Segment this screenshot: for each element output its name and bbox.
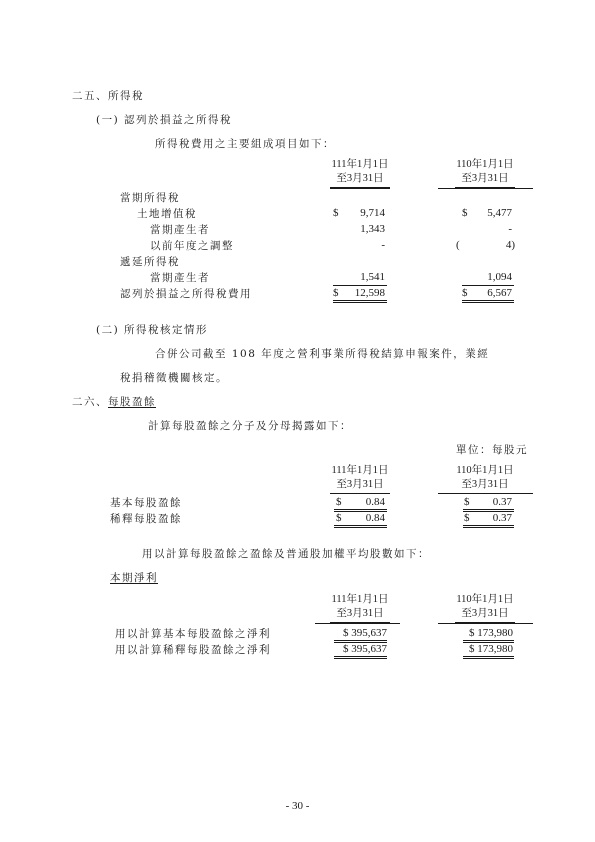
- ni-col1-header-rule: [315, 623, 400, 624]
- basic-eps-c1-dollar: $: [336, 496, 342, 508]
- total-tax-label: 認列於損益之所得稅費用: [120, 288, 252, 300]
- total-c2: 6,567: [487, 287, 512, 299]
- total-c1-double-rule: [333, 300, 387, 303]
- tax-col1-header-rule: [330, 188, 390, 189]
- ni-diluted-label: 用以計算稀釋每股盈餘之淨利: [115, 644, 271, 656]
- section-26-heading-prefix: 二六、: [72, 396, 108, 408]
- page-number: - 30 -: [285, 800, 310, 812]
- diluted-eps-c2-dollar: $: [464, 512, 470, 524]
- section-26-heading: [72, 396, 156, 408]
- ni-col2-header-rule: [438, 623, 533, 624]
- deferred-current-c2: 1,094: [487, 271, 512, 283]
- prior-adjustment-label: 以前年度之調整: [150, 240, 234, 252]
- section-26-heading-title: 每股盈餘: [108, 396, 156, 408]
- section-25-heading: 二五、所得稅: [72, 90, 144, 102]
- ni-col2-header: [455, 593, 515, 623]
- diluted-eps-c2-double-rule: [463, 525, 514, 528]
- current-year-c1: 1,343: [360, 223, 385, 235]
- tax-col2-header-line2: 至3月31日: [455, 172, 515, 188]
- current-year-label: 當期產生者: [150, 224, 210, 236]
- tax-col2-header-rule: [438, 188, 533, 189]
- total-c2-double-rule: [462, 300, 514, 303]
- eps-col2-header-line1: 110年1月1日: [456, 465, 514, 476]
- total-c1: 12,598: [354, 287, 385, 299]
- ni-diluted-c1-double-rule: [334, 656, 387, 659]
- net-income-intro: 用以計算每股盈餘之盈餘及普通股加權平均股數如下：: [142, 548, 430, 560]
- land-tax-c2: 5,477: [487, 207, 512, 219]
- section-25-sub1-intro: 所得稅費用之主要組成項目如下：: [155, 138, 335, 150]
- eps-intro: 計算每股盈餘之分子及分母揭露如下：: [148, 420, 352, 432]
- ni-col2-header-line2: 至3月31日: [455, 607, 515, 623]
- deferred-current-label: 當期產生者: [150, 272, 210, 284]
- diluted-eps-label: 稀釋每股盈餘: [110, 513, 182, 525]
- deferred-current-c1: 1,541: [360, 271, 385, 283]
- eps-unit: 單位：每股元: [456, 444, 528, 456]
- tax-col2-header: [455, 158, 515, 188]
- basic-eps-c2: 0.37: [492, 496, 512, 508]
- deferred-c1-rule: [333, 285, 387, 286]
- eps-col2-header-line2: 至3月31日: [455, 478, 515, 494]
- diluted-eps-c2: 0.37: [492, 512, 512, 524]
- section-25-sub2-line2: 稅捐稽徵機關核定。: [120, 372, 228, 384]
- section-25-sub2-line1: 合併公司截至 108 年度之營利事業所得稅結算申報案件，業經: [155, 348, 490, 360]
- eps-col1-header-rule: [330, 493, 390, 494]
- land-tax-label: 土地增值稅: [137, 208, 197, 220]
- prior-adjustment-c2-open-paren: (: [456, 239, 460, 251]
- tax-col1-header-line2: 至3月31日: [330, 172, 390, 188]
- total-c2-dollar: $: [462, 287, 468, 299]
- land-tax-c1-dollar: $: [333, 207, 339, 219]
- ni-diluted-c2-double-rule: [463, 656, 514, 659]
- eps-col2-header: [455, 464, 515, 494]
- basic-eps-c1: 0.84: [365, 496, 385, 508]
- total-c1-dollar: $: [333, 287, 339, 299]
- ni-basic-c1: $ 395,637: [343, 627, 387, 639]
- diluted-eps-c1: 0.84: [365, 512, 385, 524]
- section-25-sub1-heading: (一) 認列於損益之所得稅: [96, 114, 233, 126]
- eps-col2-header-rule: [438, 493, 533, 494]
- ni-basic-c2: $ 173,980: [469, 627, 513, 639]
- ni-diluted-c2: $ 173,980: [469, 643, 513, 655]
- net-income-title: 本期淨利: [110, 572, 158, 584]
- ni-diluted-c1: $ 395,637: [343, 643, 387, 655]
- section-25-sub2-heading: (二) 所得稅核定情形: [96, 324, 209, 336]
- eps-col1-header: [330, 464, 390, 494]
- diluted-eps-c1-double-rule: [334, 525, 387, 528]
- ni-basic-label: 用以計算基本每股盈餘之淨利: [115, 628, 271, 640]
- prior-adjustment-c1: -: [381, 239, 385, 251]
- eps-col1-header-line2: 至3月31日: [330, 478, 390, 494]
- ni-col1-header-line1: 111年1月1日: [331, 594, 389, 605]
- deferred-c2-rule: [462, 285, 514, 286]
- ni-col2-header-line1: 110年1月1日: [456, 594, 514, 605]
- diluted-eps-c1-dollar: $: [336, 512, 342, 524]
- tax-col2-header-line1: 110年1月1日: [456, 159, 514, 170]
- basic-eps-label: 基本每股盈餘: [110, 497, 182, 509]
- land-tax-c1: 9,714: [360, 207, 385, 219]
- land-tax-c2-dollar: $: [462, 207, 468, 219]
- current-year-c2: -: [508, 223, 512, 235]
- eps-col1-header-line1: 111年1月1日: [331, 465, 389, 476]
- tax-col1-header: [330, 158, 390, 188]
- prior-adjustment-c2: 4): [505, 239, 515, 251]
- ni-col1-header-line2: 至3月31日: [330, 607, 390, 623]
- tax-col1-header-line1: 111年1月1日: [331, 159, 389, 170]
- current-tax-label: 當期所得稅: [120, 192, 180, 204]
- deferred-tax-label: 遞延所得稅: [120, 256, 180, 268]
- basic-eps-c2-dollar: $: [464, 496, 470, 508]
- ni-col1-header: [330, 593, 390, 623]
